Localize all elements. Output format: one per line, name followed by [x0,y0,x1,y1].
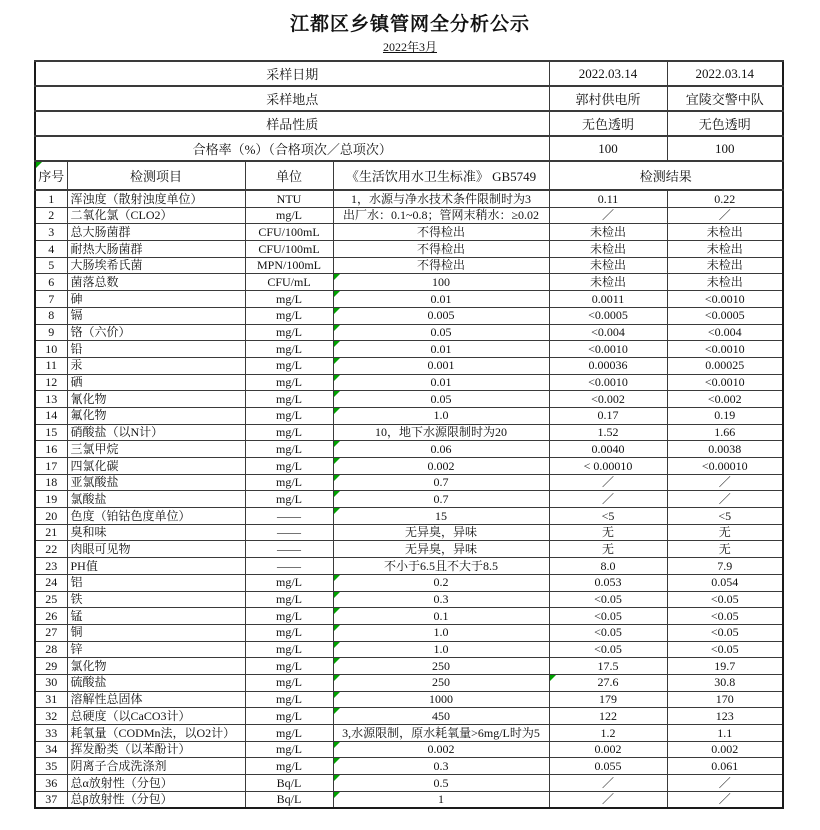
result-value-2: 7.9 [667,558,783,575]
standard-limit: 0.001 [333,357,549,374]
standard-limit: 0.06 [333,441,549,458]
row-number: 22 [35,541,67,558]
table-row [35,407,783,424]
item-name: 氯酸盐 [67,491,245,508]
item-unit: CFU/100mL [245,224,333,241]
result-value-2: 19.7 [667,658,783,675]
row-number: 16 [35,441,67,458]
result-value-1: 无 [549,541,667,558]
standard-limit: 0.3 [333,591,549,608]
result-value-1: 0.0011 [549,291,667,308]
table-row [35,708,783,725]
row-number: 12 [35,374,67,391]
result-value-1: <0.0010 [549,374,667,391]
row-number: 36 [35,775,67,792]
result-value-2: ／ [667,791,783,808]
item-unit: NTU [245,190,333,207]
result-value-2: 未检出 [667,257,783,274]
item-name: 氰化物 [67,391,245,408]
pass-rate-value-2: 100 [667,136,783,161]
row-number: 7 [35,291,67,308]
item-name: 汞 [67,357,245,374]
row-number: 31 [35,691,67,708]
standard-limit: 15 [333,508,549,525]
standard-limit: 250 [333,658,549,675]
standard-limit: 10，地下水源限制时为20 [333,424,549,441]
col-header-no: 序号 [35,161,67,190]
item-name: 四氯化碳 [67,458,245,475]
standard-limit: 0.05 [333,391,549,408]
item-name: 铬（六价） [67,324,245,341]
row-number: 6 [35,274,67,291]
row-number: 1 [35,190,67,207]
item-name: 臭和味 [67,524,245,541]
standard-limit: 3,水源限制，原水耗氧量>6mg/L时为5 [333,725,549,742]
result-value-1: 179 [549,691,667,708]
sampling-location-label: 采样地点 [35,86,549,111]
result-value-1: <0.0005 [549,307,667,324]
result-value-2: 0.19 [667,407,783,424]
result-value-1: 0.002 [549,741,667,758]
table-row [35,274,783,291]
item-name: 铜 [67,624,245,641]
item-unit: mg/L [245,708,333,725]
row-number: 29 [35,658,67,675]
item-name: 硫酸盐 [67,674,245,691]
result-value-1: 0.053 [549,574,667,591]
item-name: 总α放射性（分包） [67,775,245,792]
row-number: 3 [35,224,67,241]
standard-limit: 0.01 [333,374,549,391]
standard-limit: 0.01 [333,341,549,358]
result-value-1: 未检出 [549,224,667,241]
standard-limit: 0.2 [333,574,549,591]
item-unit: CFU/mL [245,274,333,291]
sampling-date-label: 采样日期 [35,61,549,86]
standard-limit: 出厂水：0.1~0.8；管网末稍水：≥0.02 [333,207,549,224]
item-name: 溶解性总固体 [67,691,245,708]
table-row [35,624,783,641]
item-name: 氯化物 [67,658,245,675]
table-row [35,190,783,207]
result-value-2: ／ [667,775,783,792]
item-unit: mg/L [245,407,333,424]
result-value-2: 未检出 [667,274,783,291]
row-number: 18 [35,474,67,491]
item-name: 大肠埃希氏菌 [67,257,245,274]
col-header-result: 检测结果 [549,161,783,190]
row-number: 23 [35,558,67,575]
standard-limit: 0.7 [333,491,549,508]
result-value-2: <0.05 [667,624,783,641]
row-number: 9 [35,324,67,341]
standard-limit: 1000 [333,691,549,708]
row-number: 34 [35,741,67,758]
table-row [35,524,783,541]
result-value-2: <0.0010 [667,341,783,358]
standard-limit: 0.005 [333,307,549,324]
result-value-1: ／ [549,207,667,224]
item-name: 硝酸盐（以N计） [67,424,245,441]
item-unit: —— [245,541,333,558]
standard-limit: 无异臭，异味 [333,524,549,541]
table-row [35,324,783,341]
item-unit: mg/L [245,591,333,608]
info-row-sample-nature [35,111,783,136]
item-unit: mg/L [245,291,333,308]
info-row-sampling-location [35,86,783,111]
item-name: 铅 [67,341,245,358]
table-row [35,791,783,808]
result-value-2: <0.004 [667,324,783,341]
item-name: 二氧化氯（CLO2） [67,207,245,224]
item-name: 锰 [67,608,245,625]
standard-limit: 不小于6.5且不大于8.5 [333,558,549,575]
row-number: 26 [35,608,67,625]
item-name: 耐热大肠菌群 [67,241,245,258]
result-value-2: 无 [667,541,783,558]
result-value-1: 27.6 [549,674,667,691]
row-number: 33 [35,725,67,742]
item-unit: mg/L [245,474,333,491]
sample-nature-label: 样品性质 [35,111,549,136]
result-value-2: ／ [667,491,783,508]
item-unit: mg/L [245,574,333,591]
result-value-2: <0.002 [667,391,783,408]
result-value-2: <0.05 [667,591,783,608]
table-row [35,391,783,408]
result-value-1: 未检出 [549,241,667,258]
table-row [35,658,783,675]
table-row [35,591,783,608]
result-value-1: ／ [549,791,667,808]
result-value-2: 未检出 [667,224,783,241]
result-value-2: <5 [667,508,783,525]
page-title: 江都区乡镇管网全分析公示 [289,14,530,35]
result-value-1: < 0.00010 [549,458,667,475]
item-name: 三氯甲烷 [67,441,245,458]
result-value-1: 0.11 [549,190,667,207]
result-value-1: 17.5 [549,658,667,675]
result-value-2: 0.061 [667,758,783,775]
result-value-1: 0.055 [549,758,667,775]
standard-limit: 0.5 [333,775,549,792]
item-unit: mg/L [245,458,333,475]
standard-limit: 100 [333,274,549,291]
result-value-2: 123 [667,708,783,725]
item-unit: Bq/L [245,775,333,792]
table-row [35,357,783,374]
standard-limit: 0.01 [333,291,549,308]
item-unit: —— [245,524,333,541]
row-number: 24 [35,574,67,591]
table-row [35,691,783,708]
result-value-1: 0.17 [549,407,667,424]
result-value-1: <0.002 [549,391,667,408]
row-number: 21 [35,524,67,541]
result-value-1: <0.0010 [549,341,667,358]
item-name: 色度（铂钴色度单位） [67,508,245,525]
item-name: 总β放射性（分包） [67,791,245,808]
item-unit: mg/L [245,658,333,675]
item-name: 阴离子合成洗涤剂 [67,758,245,775]
row-number: 37 [35,791,67,808]
table-row [35,374,783,391]
table-row [35,775,783,792]
result-value-2: 30.8 [667,674,783,691]
item-unit: mg/L [245,374,333,391]
result-value-1: <0.05 [549,591,667,608]
standard-limit: 0.002 [333,458,549,475]
result-value-2: 1.1 [667,725,783,742]
result-value-1: <0.004 [549,324,667,341]
result-value-1: <5 [549,508,667,525]
item-name: 砷 [67,291,245,308]
result-value-2: 0.054 [667,574,783,591]
standard-limit: 1.0 [333,407,549,424]
result-value-2: 1.66 [667,424,783,441]
item-unit: mg/L [245,725,333,742]
standard-limit: 250 [333,674,549,691]
result-value-2: 0.22 [667,190,783,207]
item-unit: mg/L [245,491,333,508]
item-name: 总硬度（以CaCO3计） [67,708,245,725]
column-header-row [35,161,783,190]
item-name: PH值 [67,558,245,575]
table-row [35,574,783,591]
result-value-2: 无 [667,524,783,541]
info-row-sampling-date [35,61,783,86]
result-value-1: ／ [549,775,667,792]
result-value-2: ／ [667,207,783,224]
result-value-2: 未检出 [667,241,783,258]
result-value-1: ／ [549,491,667,508]
item-unit: mg/L [245,674,333,691]
result-value-1: 未检出 [549,274,667,291]
result-value-1: 8.0 [549,558,667,575]
standard-limit: 0.002 [333,741,549,758]
standard-limit: 1，水源与净水技术条件限制时为3 [333,190,549,207]
item-unit: mg/L [245,207,333,224]
result-value-1: ／ [549,474,667,491]
row-number: 8 [35,307,67,324]
item-name: 菌落总数 [67,274,245,291]
result-value-2: 0.00025 [667,357,783,374]
result-value-1: 无 [549,524,667,541]
result-value-2: <0.00010 [667,458,783,475]
item-name: 铝 [67,574,245,591]
page [0,9,820,809]
row-number: 32 [35,708,67,725]
row-number: 4 [35,241,67,258]
item-name: 耗氧量（CODMn法，以O2计） [67,725,245,742]
standard-limit: 1.0 [333,641,549,658]
item-unit: mg/L [245,641,333,658]
standard-limit: 无异臭，异味 [333,541,549,558]
table-row [35,758,783,775]
result-value-2: 0.002 [667,741,783,758]
sample-nature-value-1: 无色透明 [549,111,667,136]
table-row [35,257,783,274]
table-row [35,674,783,691]
table-row [35,608,783,625]
result-value-1: 1.52 [549,424,667,441]
item-unit: mg/L [245,307,333,324]
row-number: 5 [35,257,67,274]
standard-limit: 450 [333,708,549,725]
standard-limit: 1 [333,791,549,808]
item-unit: mg/L [245,608,333,625]
row-number: 14 [35,407,67,424]
standard-limit: 1.0 [333,624,549,641]
row-number: 27 [35,624,67,641]
table-row [35,307,783,324]
table-row [35,224,783,241]
result-value-1: 0.0040 [549,441,667,458]
item-unit: mg/L [245,391,333,408]
result-value-2: ／ [667,474,783,491]
result-value-1: 122 [549,708,667,725]
sampling-location-value-1: 郭村供电所 [549,86,667,111]
table-body [35,190,783,808]
sample-nature-value-2: 无色透明 [667,111,783,136]
pass-rate-label: 合格率（%）（合格项次／总项次） [35,136,549,161]
table-row [35,207,783,224]
row-number: 13 [35,391,67,408]
col-header-item: 检测项目 [67,161,245,190]
row-number: 15 [35,424,67,441]
item-name: 肉眼可见物 [67,541,245,558]
result-value-1: <0.05 [549,608,667,625]
table-row [35,458,783,475]
table-row [35,341,783,358]
table-row [35,241,783,258]
row-number: 20 [35,508,67,525]
standard-limit: 0.3 [333,758,549,775]
table-row [35,424,783,441]
item-unit: mg/L [245,741,333,758]
table-row [35,291,783,308]
table-row [35,441,783,458]
row-number: 35 [35,758,67,775]
item-name: 氟化物 [67,407,245,424]
item-name: 总大肠菌群 [67,224,245,241]
standard-limit: 不得检出 [333,257,549,274]
col-header-unit: 单位 [245,161,333,190]
result-value-2: <0.0010 [667,374,783,391]
page-subtitle: 2022年3月 [382,40,437,54]
item-unit: mg/L [245,324,333,341]
result-value-1: 未检出 [549,257,667,274]
water-quality-table [34,60,784,809]
sampling-date-value-1: 2022.03.14 [549,61,667,86]
row-number: 11 [35,357,67,374]
item-unit: Bq/L [245,791,333,808]
table-row [35,491,783,508]
item-name: 锌 [67,641,245,658]
item-unit: —— [245,508,333,525]
result-value-2: 0.0038 [667,441,783,458]
item-unit: CFU/100mL [245,241,333,258]
standard-limit: 不得检出 [333,224,549,241]
result-value-2: <0.0005 [667,307,783,324]
standard-limit: 0.7 [333,474,549,491]
table-row [35,508,783,525]
result-value-2: 170 [667,691,783,708]
item-unit: —— [245,558,333,575]
table-row [35,741,783,758]
table-row [35,474,783,491]
item-unit: MPN/100mL [245,257,333,274]
result-value-1: <0.05 [549,624,667,641]
item-unit: mg/L [245,691,333,708]
table-row [35,558,783,575]
item-unit: mg/L [245,624,333,641]
item-unit: mg/L [245,424,333,441]
item-name: 挥发酚类（以苯酚计） [67,741,245,758]
info-row-pass-rate [35,136,783,161]
result-value-2: <0.05 [667,608,783,625]
item-name: 铁 [67,591,245,608]
row-number: 19 [35,491,67,508]
table-row [35,541,783,558]
result-value-1: <0.05 [549,641,667,658]
sampling-location-value-2: 宜陵交警中队 [667,86,783,111]
result-value-1: 0.00036 [549,357,667,374]
row-number: 10 [35,341,67,358]
item-unit: mg/L [245,441,333,458]
row-number: 28 [35,641,67,658]
item-name: 镉 [67,307,245,324]
item-name: 硒 [67,374,245,391]
standard-limit: 0.05 [333,324,549,341]
result-value-1: 1.2 [549,725,667,742]
item-unit: mg/L [245,758,333,775]
row-number: 17 [35,458,67,475]
result-value-2: <0.05 [667,641,783,658]
row-number: 2 [35,207,67,224]
table-row [35,725,783,742]
row-number: 25 [35,591,67,608]
standard-limit: 不得检出 [333,241,549,258]
col-header-standard: 《生活饮用水卫生标准》 GB5749 [333,161,549,190]
row-number: 30 [35,674,67,691]
pass-rate-value-1: 100 [549,136,667,161]
table-row [35,641,783,658]
item-name: 浑浊度（散射浊度单位） [67,190,245,207]
result-value-2: <0.0010 [667,291,783,308]
item-unit: mg/L [245,357,333,374]
item-name: 亚氯酸盐 [67,474,245,491]
sampling-date-value-2: 2022.03.14 [667,61,783,86]
item-unit: mg/L [245,341,333,358]
standard-limit: 0.1 [333,608,549,625]
